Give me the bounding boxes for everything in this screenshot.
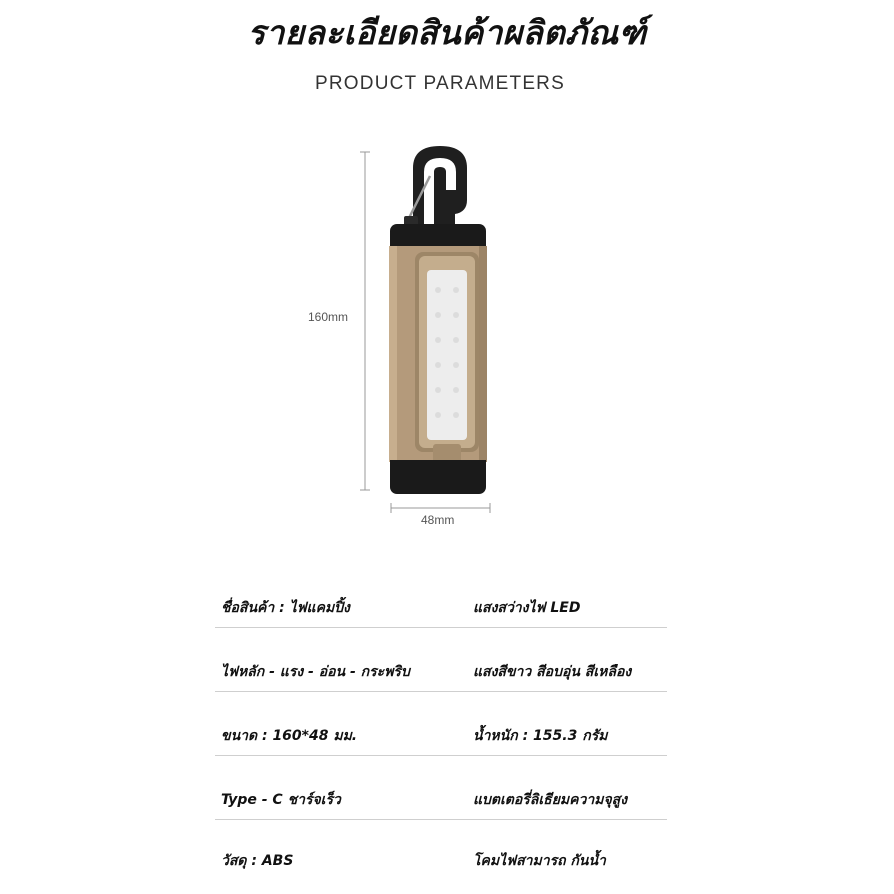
spec-left: ชื่อสินค้า : ไฟแคมปิ้ง [221,600,350,616]
spec-row [215,756,667,820]
spec-left: วัสดุ : ABS [221,853,294,869]
height-dimension-line [360,152,370,490]
width-dimension-line [391,503,490,513]
spec-row [215,820,667,880]
spec-left: ขนาด : 160*48 มม. [221,728,358,744]
spec-right: โคมไฟสามารถ กันน้ำ [473,853,606,869]
spec-row [215,692,667,756]
spec-table [215,590,667,880]
spec-right: แสงสีขาว สีอบอุ่น สีเหลือง [473,664,632,680]
height-label: 160mm [308,310,349,324]
spec-left: ไฟหลัก - แรง - อ่อน - กระพริบ [221,664,410,680]
width-label: 48mm [421,513,455,527]
spec-right: แบตเตอรี่ลิเธียมความจุสูง [473,792,628,808]
spec-left: Type - C ชาร์จเร็ว [221,792,341,808]
led-panel [427,270,467,440]
page-title: รายละเอียดสินค้าผลิตภัณฑ์ [247,13,647,52]
spec-row [215,590,667,628]
carabiner-hook [404,146,467,226]
spec-row [215,628,667,692]
spec-right: น้ำหนัก : 155.3 กรัม [473,728,608,744]
spec-right: แสงสว่างไฟ LED [473,600,581,616]
page-subtitle: PRODUCT PARAMETERS [315,73,565,94]
